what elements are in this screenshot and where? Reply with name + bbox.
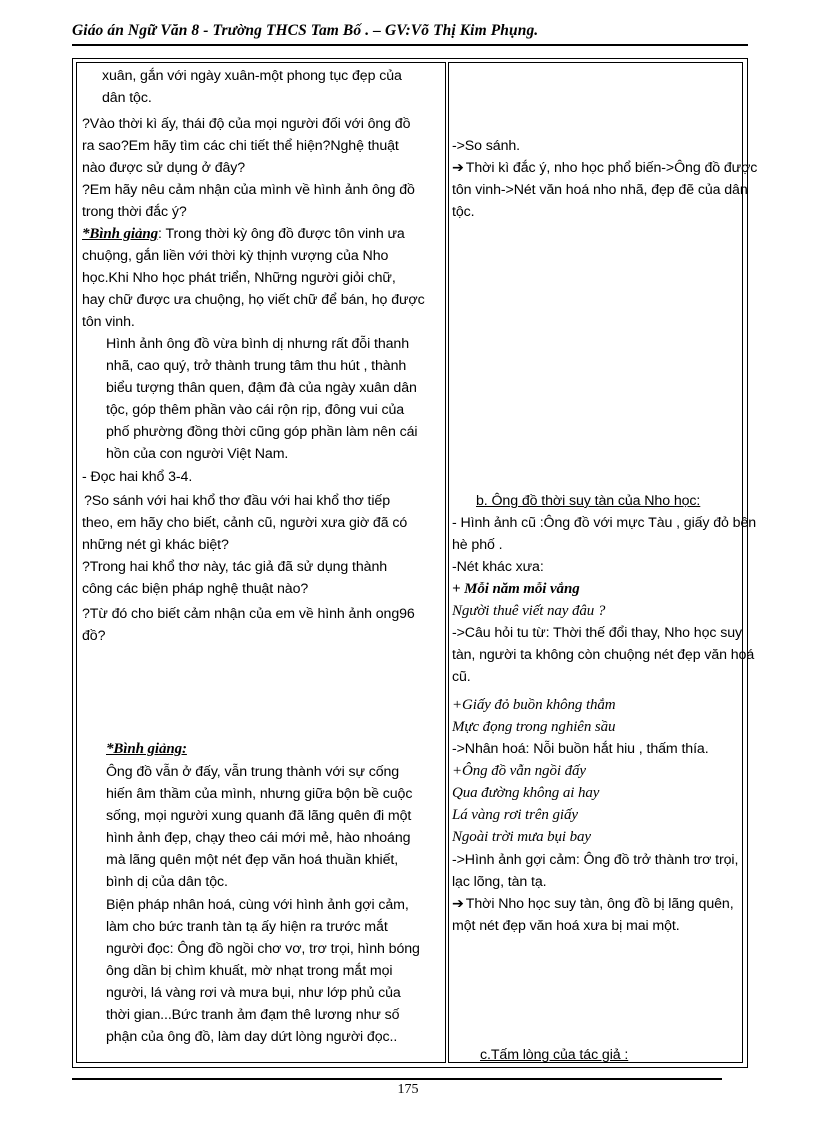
commentary-line: hay chữ được ưa chuộng, họ viết chữ để bán, họ được xyxy=(82,292,425,308)
commentary-line: bình dị của dân tộc. xyxy=(106,874,228,890)
commentary-line: tộc, góp thêm phần vào cái rộn rịp, đông vui của xyxy=(106,402,405,418)
poem-line: Qua đường không ai hay xyxy=(452,785,600,801)
answer-line: -Nét khác xưa: xyxy=(452,559,544,575)
question-line: theo, em hãy cho biết, cảnh cũ, người xưa giờ đã có xyxy=(82,515,408,531)
answer-line: ->So sánh. xyxy=(452,138,521,154)
commentary-line: người đọc: Ông đồ ngồi chơ vơ, trơ trọi, hình bóng xyxy=(106,941,420,957)
answer-line: ->Hình ảnh gợi cảm: Ông đồ trở thành trơ trọi, xyxy=(452,852,739,868)
document-header: Giáo án Ngữ Văn 8 - Trường THCS Tam Bố . – GV:Võ Thị Kim Phụng. xyxy=(72,22,539,39)
question-line: những nét gì khác biệt? xyxy=(82,537,229,553)
question-line: ?Trong hai khổ thơ này, tác giả đã sử dụng thành xyxy=(82,559,388,575)
arrow-right-icon: ➔ xyxy=(452,896,464,912)
commentary-line: tôn vinh. xyxy=(82,314,135,330)
poem-line: Lá vàng rơi trên giấy xyxy=(452,807,578,823)
answer-line: tộc. xyxy=(452,204,475,220)
question-line: ra sao?Em hãy tìm các chi tiết thể hiện?Nghệ thuật xyxy=(82,138,399,154)
text-line: xuân, gắn với ngày xuân-một phong tục đẹp của xyxy=(102,68,402,84)
question-line: đồ? xyxy=(82,628,106,644)
answer-line: hè phố . xyxy=(452,537,503,553)
footer-rule xyxy=(72,1078,722,1080)
poem-line: Mực đọng trong nghiên sầu xyxy=(452,719,616,735)
instruction-line: - Đọc hai khổ 3-4. xyxy=(82,469,193,485)
commentary-line: chuộng, gắn liền với thời kỳ thịnh vượng của Nho xyxy=(82,248,389,264)
question-line: trong thời đắc ý? xyxy=(82,204,187,220)
left-column xyxy=(76,62,446,1063)
section-heading-b: b. Ông đồ thời suy tàn của Nho học: xyxy=(476,493,701,509)
commentary-line: biểu tượng thân quen, đậm đà của ngày xuân dân xyxy=(106,380,417,396)
section-heading-c: c.Tấm lòng của tác giả : xyxy=(480,1047,629,1063)
answer-line: tàn, người ta không còn chuộng nét đẹp văn hoá xyxy=(452,647,755,663)
header-rule xyxy=(72,44,748,46)
lesson-table xyxy=(72,58,758,1068)
commentary-line: người, lá vàng rơi và mưa bụi, như lớp phủ của xyxy=(106,985,401,1001)
commentary-line: hiến âm thầm của mình, nhưng giữa bộn bề cuộc xyxy=(106,786,413,802)
commentary-line: nhã, cao quý, trở thành trung tâm thu hút , thành xyxy=(106,358,407,374)
commentary-line: phố phường đồng thời cũng góp phần làm nên cái xyxy=(106,424,418,440)
arrow-right-icon: ➔ xyxy=(452,160,464,176)
binh-giang-label: *Bình giảng xyxy=(82,226,159,242)
poem-line: +Ông đồ vẫn ngồi đấy xyxy=(452,763,586,779)
binh-giang-heading: *Bình giảng: xyxy=(106,741,187,757)
answer-line: ->Câu hỏi tu từ: Thời thế đổi thay, Nho học suy xyxy=(452,625,742,641)
question-line: ?Từ đó cho biết cảm nhận của em về hình ảnh ong96 xyxy=(82,606,415,622)
answer-line: ➔ Thời Nho học suy tàn, ông đồ bị lãng quên, xyxy=(452,894,734,916)
poem-line: +Giấy đỏ buồn không thắm xyxy=(452,697,616,713)
commentary-line: Biện pháp nhân hoá, cùng với hình ảnh gợi cảm, xyxy=(106,897,409,913)
answer-line: tôn vinh->Nét văn hoá nho nhã, đẹp đẽ của dân xyxy=(452,182,748,198)
answer-line: lạc lõng, tàn tạ. xyxy=(452,874,547,890)
poem-line: Ngoài trời mưa bụi bay xyxy=(452,829,591,845)
commentary-line: sống, mọi người xung quanh đã lãng quên đi một xyxy=(106,808,412,824)
commentary-line: phận của ông đồ, làm day dứt lòng người đọc.. xyxy=(106,1029,398,1045)
page-number: 175 xyxy=(397,1082,419,1097)
question-line: công các biện pháp nghệ thuật nào? xyxy=(82,581,309,597)
poem-line: Người thuê viết nay đâu ? xyxy=(452,603,606,619)
question-line: ?Em hãy nêu cảm nhận của mình về hình ảnh ông đồ xyxy=(82,182,415,198)
answer-line: ➔ Thời kì đắc ý, nho học phổ biến->Ông đồ được xyxy=(452,158,757,180)
question-line: nào được sử dụng ở đây? xyxy=(82,160,246,176)
commentary-line: hình ảnh đẹp, chạy theo cái mới mẻ, hào nhoáng xyxy=(106,830,411,846)
commentary-line: mà lãng quên một nét đẹp văn hoá thuần khiết, xyxy=(106,852,399,868)
commentary-line: thời gian...Bức tranh ảm đạm thê lương như số xyxy=(106,1007,400,1023)
commentary-line: làm cho bức tranh tàn tạ ấy hiện ra trước mắt xyxy=(106,919,388,935)
question-line: ?So sánh với hai khổ thơ đầu với hai khổ thơ tiếp xyxy=(84,493,390,509)
commentary-line: Hình ảnh ông đồ vừa bình dị nhưng rất đỗi thanh xyxy=(106,336,409,352)
text-line: dân tộc. xyxy=(102,90,152,106)
answer-line: cũ. xyxy=(452,669,471,685)
answer-line: ->Nhân hoá: Nỗi buồn hắt hiu , thấm thía. xyxy=(452,741,709,757)
commentary-line: Ông đồ vẫn ở đấy, vẫn trung thành với sự cống xyxy=(106,764,400,780)
commentary-line: học.Khi Nho học phát triển, Những người giỏi chữ, xyxy=(82,270,396,286)
right-column xyxy=(448,62,758,1063)
commentary-line: hồn của con người Việt Nam. xyxy=(106,446,289,462)
poem-line: + Mỗi năm mỗi vắng xyxy=(452,581,580,597)
answer-line: một nét đẹp văn hoá xưa bị mai một. xyxy=(452,918,680,934)
commentary-line: *Bình giảng: Trong thời kỳ ông đồ được tôn vinh ưa xyxy=(82,226,405,242)
question-line: ?Vào thời kì ấy, thái độ của mọi người đối với ông đồ xyxy=(82,116,411,132)
commentary-line: ông dần bị chìm khuất, mờ nhạt trong mắt mọi xyxy=(106,963,393,979)
answer-line: - Hình ảnh cũ :Ông đồ với mực Tàu , giấy đỏ bên xyxy=(452,515,757,531)
